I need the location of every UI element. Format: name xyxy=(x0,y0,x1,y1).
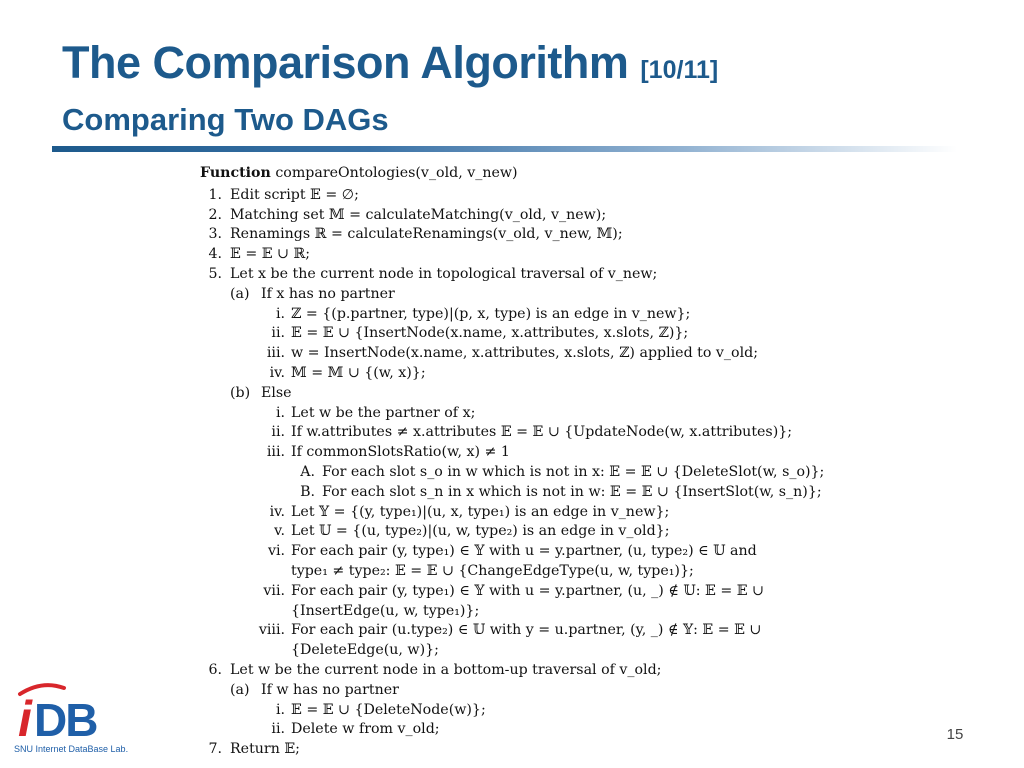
algo-line xyxy=(200,503,830,523)
algorithm-listing xyxy=(200,164,830,760)
line-text: 𝔼 = 𝔼 ∪ {InsertNode(x.name, x.attributes, x.slots, ℤ)}; xyxy=(291,325,689,342)
line-text: For each pair (y, type₁) ∈ 𝕐 with u = y.partner, (u, _) ∉ 𝕌: 𝔼 = 𝔼 ∪ xyxy=(291,582,764,599)
line-text: Return 𝔼; xyxy=(230,741,300,758)
line-text: w = InsertNode(x.name, x.attributes, x.slots, ℤ) applied to v_old; xyxy=(291,345,758,362)
line-marker: iv. xyxy=(269,503,285,520)
function-keyword: Function xyxy=(200,165,271,181)
slide-header xyxy=(62,38,718,139)
line-marker: 1. xyxy=(208,186,222,203)
algo-line-continuation xyxy=(200,641,830,661)
line-marker: B. xyxy=(300,483,315,500)
logo-i: i xyxy=(18,691,32,747)
line-marker: 7. xyxy=(208,741,222,758)
title-suffix: [10/11] xyxy=(640,56,719,84)
algo-line xyxy=(200,265,830,285)
line-text: For each pair (u.type₂) ∈ 𝕌 with y = u.partner, (y, _) ∉ 𝕐: 𝔼 = 𝔼 ∪ xyxy=(291,622,762,639)
algo-line xyxy=(200,661,830,681)
algo-line xyxy=(200,245,830,265)
algo-line xyxy=(200,483,830,503)
slide-title xyxy=(62,38,718,95)
line-marker: 6. xyxy=(208,661,222,678)
algo-line xyxy=(200,542,830,562)
algo-line xyxy=(200,324,830,344)
line-text: Delete w from v_old; xyxy=(291,721,440,738)
line-marker: 2. xyxy=(208,206,222,223)
line-marker: ii. xyxy=(271,325,285,342)
line-text: Let x be the current node in topological traversal of v_new; xyxy=(230,265,658,282)
line-marker: A. xyxy=(300,463,315,480)
algo-line xyxy=(200,701,830,721)
logo-db: DB xyxy=(34,694,97,746)
algo-line xyxy=(200,681,830,701)
line-text: type₁ ≠ type₂: 𝔼 = 𝔼 ∪ {ChangeEdgeType(u, w, type₁)}; xyxy=(291,562,694,579)
algo-line xyxy=(200,720,830,740)
algo-line xyxy=(200,305,830,325)
line-text: 𝔼 = 𝔼 ∪ ℝ; xyxy=(230,246,311,263)
algo-line-continuation xyxy=(200,562,830,582)
algo-line xyxy=(200,404,830,424)
algo-line xyxy=(200,582,830,602)
line-marker: v. xyxy=(274,523,285,540)
algo-line xyxy=(200,463,830,483)
line-text: Else xyxy=(261,384,292,401)
line-text: 𝔼 = 𝔼 ∪ {DeleteNode(w)}; xyxy=(291,701,486,718)
line-marker: vi. xyxy=(267,543,285,560)
line-text: {DeleteEdge(u, w)}; xyxy=(291,642,439,659)
algo-line xyxy=(200,384,830,404)
line-marker: i. xyxy=(275,701,285,718)
line-text: For each slot s_n in x which is not in w: 𝔼 = 𝔼 ∪ {InsertSlot(w, s_n)}; xyxy=(322,483,822,500)
page-number: 15 xyxy=(946,726,964,743)
line-text: Renamings ℝ = calculateRenamings(v_old, v_new, 𝕄); xyxy=(230,226,623,243)
line-marker: i. xyxy=(275,305,285,322)
function-signature: compareOntologies(v_old, v_new) xyxy=(275,165,518,181)
line-text: Let 𝕌 = {(u, type₂)|(u, w, type₂) is an edge in v_old}; xyxy=(291,523,670,540)
algo-line xyxy=(200,225,830,245)
logo-caption: SNU Internet DataBase Lab. xyxy=(14,744,129,754)
line-marker: iii. xyxy=(266,444,285,461)
algo-line xyxy=(200,740,830,760)
line-text: For each pair (y, type₁) ∈ 𝕐 with u = y.partner, (u, type₂) ∈ 𝕌 and xyxy=(291,543,757,560)
line-text: 𝕄 = 𝕄 ∪ {(w, x)}; xyxy=(291,364,426,381)
line-marker: (a) xyxy=(230,681,250,698)
line-marker: (b) xyxy=(230,384,251,401)
algo-line xyxy=(200,443,830,463)
algo-line xyxy=(200,285,830,305)
line-text: Let w be the current node in a bottom-up traversal of v_old; xyxy=(230,661,662,678)
line-text: Let 𝕐 = {(y, type₁)|(u, x, type₁) is an edge in v_new}; xyxy=(291,503,670,520)
line-marker: ii. xyxy=(271,424,285,441)
line-marker: vii. xyxy=(263,582,285,599)
idb-lab-logo xyxy=(12,680,142,760)
slide-subtitle: Comparing Two DAGs xyxy=(62,102,389,137)
line-marker: iii. xyxy=(266,345,285,362)
idb-logo-graphic xyxy=(12,680,142,760)
function-header xyxy=(200,164,830,184)
line-marker: (a) xyxy=(230,285,250,302)
line-text: Let w be the partner of x; xyxy=(291,404,476,421)
line-text: If x has no partner xyxy=(261,285,395,302)
algo-line xyxy=(200,364,830,384)
title-main: The Comparison Algorithm xyxy=(62,37,629,88)
algo-line xyxy=(200,206,830,226)
line-text: {InsertEdge(u, w, type₁)}; xyxy=(291,602,480,619)
line-text: For each slot s_o in w which is not in x: 𝔼 = 𝔼 ∪ {DeleteSlot(w, s_o)}; xyxy=(322,463,825,480)
line-text: Edit script 𝔼 = ∅; xyxy=(230,186,359,203)
algo-line xyxy=(200,423,830,443)
line-marker: viii. xyxy=(258,622,285,639)
line-marker: 3. xyxy=(208,226,222,243)
line-marker: 4. xyxy=(208,246,222,263)
line-text: ℤ = {(p.partner, type)|(p, x, type) is an edge in v_new}; xyxy=(291,305,691,322)
algo-line xyxy=(200,344,830,364)
line-text: If w.attributes ≠ x.attributes 𝔼 = 𝔼 ∪ {UpdateNode(w, x.attributes)}; xyxy=(291,424,793,441)
line-marker: iv. xyxy=(269,364,285,381)
algo-line-continuation xyxy=(200,602,830,622)
title-divider xyxy=(52,146,957,152)
algo-line xyxy=(200,186,830,206)
line-text: If commonSlotsRatio(w, x) ≠ 1 xyxy=(291,444,510,461)
line-marker: 5. xyxy=(208,265,222,282)
line-text: If w has no partner xyxy=(261,681,399,698)
algo-line xyxy=(200,621,830,641)
line-text: Matching set 𝕄 = calculateMatching(v_old, v_new); xyxy=(230,206,607,223)
algo-line xyxy=(200,522,830,542)
line-marker: ii. xyxy=(271,721,285,738)
line-marker: i. xyxy=(275,404,285,421)
